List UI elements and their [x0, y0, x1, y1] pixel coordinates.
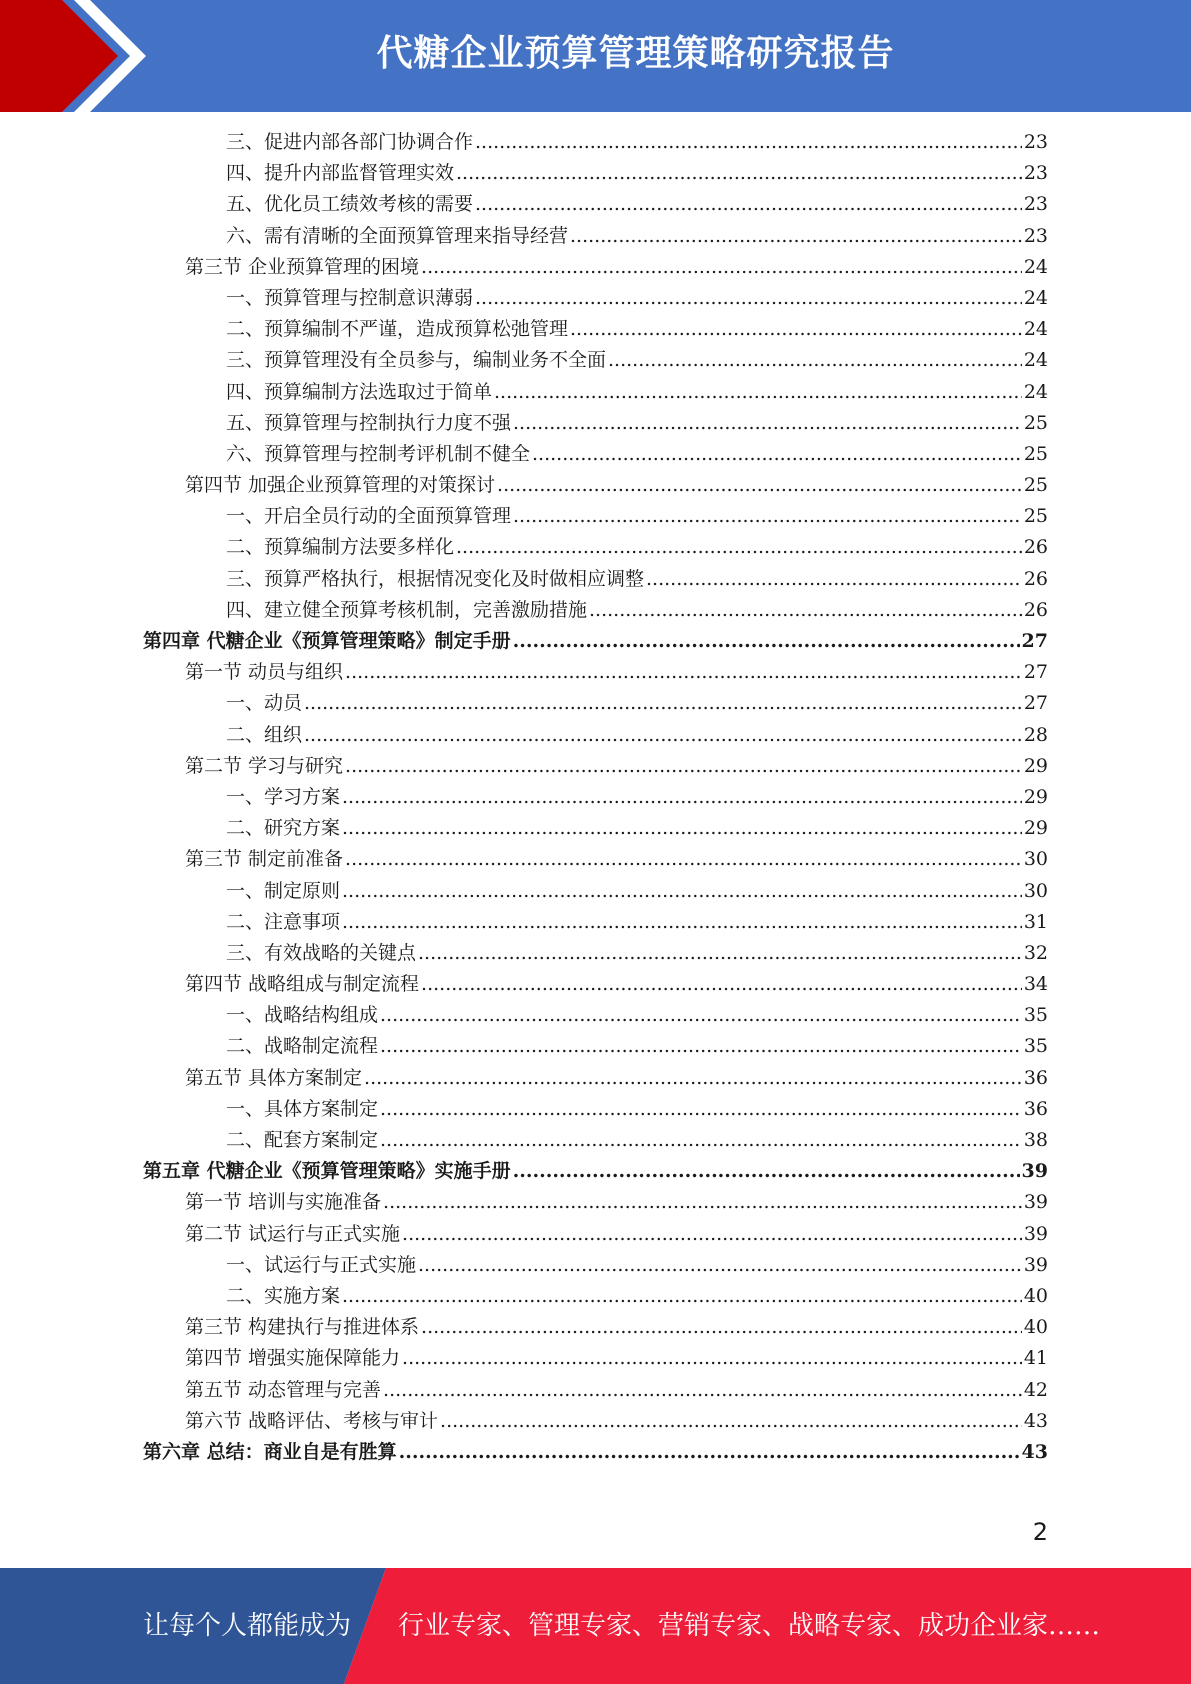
toc-subsection-entry[interactable]: [0, 938, 1191, 969]
toc-subsection-entry[interactable]: [0, 564, 1191, 595]
toc-entry-page: 27: [1023, 661, 1048, 684]
toc-entry-page: 30: [1023, 879, 1048, 902]
toc-subsection-entry[interactable]: [0, 595, 1191, 626]
toc-entry-title: 二、预算编制不严谨，造成预算松弛管理: [226, 318, 569, 341]
toc-entry-title: 一、试运行与正式实施: [226, 1253, 417, 1276]
toc-dot-leader: [342, 1281, 1022, 1312]
toc-entry-page: 25: [1023, 474, 1048, 497]
toc-entry-title: 二、组织: [226, 723, 303, 746]
toc-dot-leader: [342, 782, 1022, 813]
toc-entry-title: 五、优化员工绩效考核的需要: [226, 193, 474, 216]
toc-subsection-entry[interactable]: [0, 907, 1191, 938]
toc-subsection-entry[interactable]: [0, 1031, 1191, 1062]
toc-dot-leader: [342, 876, 1022, 907]
toc-subsection-entry[interactable]: [0, 1281, 1191, 1312]
toc-subsection-entry[interactable]: [0, 813, 1191, 844]
toc-dot-leader: [345, 657, 1022, 688]
toc-entry-page: 40: [1023, 1284, 1048, 1307]
toc-section-entry[interactable]: [0, 657, 1191, 688]
toc-section-entry[interactable]: [0, 1312, 1191, 1343]
toc-entry-page: 43: [1023, 1409, 1048, 1432]
toc-entry-page: 24: [1023, 380, 1048, 403]
toc-dot-leader: [456, 158, 1022, 189]
toc-entry-title: 第五节 动态管理与完善: [185, 1378, 382, 1401]
toc-entry-title: 第六章 总结：商业自是有胜算: [143, 1440, 397, 1463]
toc-entry-page: 25: [1023, 505, 1048, 528]
toc-subsection-entry[interactable]: [0, 688, 1191, 719]
toc-entry-title: 二、实施方案: [226, 1284, 341, 1307]
toc-entry-page: 24: [1023, 318, 1048, 341]
toc-subsection-entry[interactable]: [0, 439, 1191, 470]
toc-entry-page: 32: [1023, 941, 1048, 964]
toc-dot-leader: [456, 532, 1022, 563]
toc-entry-page: 41: [1023, 1347, 1048, 1370]
toc-chapter-entry[interactable]: [0, 1156, 1191, 1187]
toc-dot-leader: [304, 688, 1022, 719]
toc-dot-leader: [513, 501, 1022, 532]
toc-entry-page: 26: [1023, 567, 1048, 590]
toc-dot-leader: [570, 221, 1022, 252]
toc-entry-page: 23: [1023, 193, 1048, 216]
toc-entry-title: 第三节 制定前准备: [185, 848, 344, 871]
toc-dot-leader: [383, 1187, 1022, 1218]
toc-section-entry[interactable]: [0, 1187, 1191, 1218]
toc-dot-leader: [380, 1125, 1022, 1156]
toc-subsection-entry[interactable]: [0, 720, 1191, 751]
toc-entry-page: 23: [1023, 131, 1048, 153]
toc-entry-title: 一、制定原则: [226, 879, 341, 902]
toc-entry-title: 第二节 学习与研究: [185, 754, 344, 777]
toc-entry-title: 第四章 代糖企业《预算管理策略》制定手册: [143, 630, 511, 652]
toc-dot-leader: [345, 751, 1022, 782]
page-footer: [0, 1568, 1191, 1684]
toc-entry-title: 第三节 企业预算管理的困境: [185, 255, 420, 278]
toc-dot-leader: [364, 1063, 1022, 1094]
toc-section-entry[interactable]: [0, 1406, 1191, 1437]
toc-dot-leader: [494, 377, 1022, 408]
toc-subsection-entry[interactable]: [0, 1094, 1191, 1125]
toc-subsection-entry[interactable]: [0, 221, 1191, 252]
toc-entry-title: 一、具体方案制定: [226, 1097, 379, 1120]
toc-entry-page: 29: [1023, 817, 1048, 840]
toc-dot-leader: [475, 189, 1022, 220]
toc-dot-leader: [418, 938, 1022, 969]
toc-entry-title: 第二节 试运行与正式实施: [185, 1222, 401, 1245]
toc-entry-page: 35: [1023, 1035, 1048, 1058]
toc-entry-title: 六、预算管理与控制考评机制不健全: [226, 442, 531, 465]
toc-entry-page: 28: [1023, 723, 1048, 746]
toc-dot-leader: [608, 345, 1022, 376]
toc-dot-leader: [513, 626, 1020, 657]
toc-subsection-entry[interactable]: [0, 1250, 1191, 1281]
toc-dot-leader: [418, 1250, 1022, 1281]
toc-entry-title: 二、研究方案: [226, 817, 341, 840]
toc-entry-title: 第一节 培训与实施准备: [185, 1191, 382, 1214]
toc-entry-title: 第五节 具体方案制定: [185, 1066, 363, 1089]
toc-dot-leader: [440, 1406, 1022, 1437]
toc-entry-page: 24: [1023, 286, 1048, 309]
toc-subsection-entry[interactable]: [0, 408, 1191, 439]
table-of-contents: [0, 127, 1191, 1468]
toc-dot-leader: [342, 907, 1022, 938]
toc-entry-title: 第五章 代糖企业《预算管理策略》实施手册: [143, 1160, 511, 1183]
toc-entry-page: 40: [1023, 1316, 1048, 1339]
toc-dot-leader: [399, 1437, 1020, 1468]
toc-subsection-entry[interactable]: [0, 1125, 1191, 1156]
toc-subsection-entry[interactable]: [0, 1000, 1191, 1031]
toc-entry-page: 43: [1021, 1440, 1048, 1463]
toc-dot-leader: [380, 1000, 1022, 1031]
toc-entry-title: 一、学习方案: [226, 785, 341, 808]
toc-subsection-entry[interactable]: [0, 189, 1191, 220]
toc-entry-page: 36: [1023, 1066, 1048, 1089]
toc-entry-page: 39: [1023, 1191, 1048, 1214]
toc-chapter-entry[interactable]: [0, 1437, 1191, 1468]
toc-dot-leader: [589, 595, 1022, 626]
toc-entry-title: 三、预算管理没有全员参与，编制业务不全面: [226, 349, 607, 372]
footer-slogan-right: 行业专家、管理专家、营销专家、战略专家、成功企业家……: [398, 1611, 1101, 1641]
toc-entry-title: 二、注意事项: [226, 910, 341, 933]
toc-dot-leader: [513, 408, 1022, 439]
toc-entry-title: 一、开启全员行动的全面预算管理: [226, 505, 512, 528]
toc-entry-page: 26: [1023, 598, 1048, 621]
toc-entry-page: 24: [1023, 255, 1048, 278]
toc-section-entry[interactable]: [0, 844, 1191, 875]
toc-dot-leader: [380, 1094, 1022, 1125]
toc-entry-page: 23: [1023, 162, 1048, 185]
toc-entry-title: 四、提升内部监督管理实效: [226, 162, 455, 185]
toc-entry-title: 第六节 战略评估、考核与审计: [185, 1409, 439, 1432]
page-number: 2: [1032, 1518, 1048, 1546]
toc-subsection-entry[interactable]: [0, 314, 1191, 345]
toc-entry-title: 第四节 战略组成与制定流程: [185, 973, 420, 996]
toc-subsection-entry[interactable]: [0, 501, 1191, 532]
toc-dot-leader: [304, 720, 1022, 751]
toc-entry-title: 二、预算编制方法要多样化: [226, 536, 455, 559]
toc-entry-page: 25: [1023, 442, 1048, 465]
toc-entry-page: 30: [1023, 848, 1048, 871]
toc-subsection-entry[interactable]: [0, 158, 1191, 189]
toc-subsection-entry[interactable]: [0, 345, 1191, 376]
toc-entry-page: 39: [1021, 1160, 1048, 1183]
document-title: 代糖企业预算管理策略研究报告: [376, 33, 895, 74]
toc-entry-page: 29: [1023, 785, 1048, 808]
toc-entry-page: 39: [1023, 1253, 1048, 1276]
toc-subsection-entry[interactable]: [0, 377, 1191, 408]
toc-dot-leader: [383, 1375, 1022, 1406]
toc-entry-page: 25: [1023, 411, 1048, 434]
toc-entry-page: 29: [1023, 754, 1048, 777]
toc-section-entry[interactable]: [0, 470, 1191, 501]
toc-subsection-entry[interactable]: [0, 876, 1191, 907]
toc-dot-leader: [421, 969, 1022, 1000]
toc-entry-page: 27: [1023, 692, 1048, 715]
toc-subsection-entry[interactable]: [0, 283, 1191, 314]
toc-dot-leader: [570, 314, 1022, 345]
toc-entry-page: 36: [1023, 1097, 1048, 1120]
toc-dot-leader: [513, 1156, 1020, 1187]
toc-dot-leader: [646, 564, 1022, 595]
toc-section-entry[interactable]: [0, 1219, 1191, 1250]
toc-entry-title: 二、配套方案制定: [226, 1129, 379, 1151]
toc-entry-page: 27: [1021, 630, 1048, 652]
toc-subsection-entry[interactable]: [0, 532, 1191, 563]
toc-dot-leader: [421, 1312, 1022, 1343]
toc-entry-title: 六、需有清晰的全面预算管理来指导经营: [226, 224, 569, 247]
toc-dot-leader: [421, 252, 1022, 283]
toc-dot-leader: [532, 439, 1022, 470]
toc-entry-page: 24: [1023, 349, 1048, 372]
toc-entry-title: 第三节 构建执行与推进体系: [185, 1316, 420, 1339]
toc-entry-title: 二、战略制定流程: [226, 1035, 379, 1058]
toc-entry-title: 五、预算管理与控制执行力度不强: [226, 411, 512, 434]
toc-dot-leader: [345, 844, 1022, 875]
toc-entry-title: 三、有效战略的关键点: [226, 941, 417, 964]
toc-subsection-entry[interactable]: [0, 782, 1191, 813]
toc-dot-leader: [475, 283, 1022, 314]
toc-dot-leader: [342, 813, 1022, 844]
toc-dot-leader: [402, 1343, 1022, 1374]
footer-slogan-left: 让每个人都能成为: [143, 1611, 352, 1641]
toc-section-entry[interactable]: [0, 1063, 1191, 1094]
toc-entry-title: 一、预算管理与控制意识薄弱: [226, 286, 474, 309]
toc-entry-page: 31: [1023, 910, 1048, 933]
toc-entry-title: 第四节 加强企业预算管理的对策探讨: [185, 474, 496, 497]
toc-entry-page: 34: [1023, 973, 1048, 996]
toc-entry-title: 一、战略结构组成: [226, 1004, 379, 1027]
page-header: [0, 0, 1191, 112]
toc-dot-leader: [402, 1219, 1022, 1250]
toc-entry-title: 四、建立健全预算考核机制，完善激励措施: [226, 598, 588, 621]
toc-section-entry[interactable]: [0, 1343, 1191, 1374]
toc-entry-title: 第一节 动员与组织: [185, 661, 344, 684]
toc-entry-page: 23: [1023, 224, 1048, 247]
toc-entry-title: 三、预算严格执行，根据情况变化及时做相应调整: [226, 567, 645, 590]
toc-entry-page: 39: [1023, 1222, 1048, 1245]
toc-section-entry[interactable]: [0, 751, 1191, 782]
toc-chapter-entry[interactable]: [0, 626, 1191, 657]
toc-subsection-entry[interactable]: [0, 127, 1191, 158]
toc-section-entry[interactable]: [0, 969, 1191, 1000]
toc-dot-leader: [497, 470, 1022, 501]
toc-entry-title: 第四节 增强实施保障能力: [185, 1347, 401, 1370]
toc-entry-title: 一、动员: [226, 692, 303, 715]
toc-entry-page: 26: [1023, 536, 1048, 559]
toc-dot-leader: [475, 127, 1022, 158]
toc-section-entry[interactable]: [0, 252, 1191, 283]
toc-entry-title: 四、预算编制方法选取过于简单: [226, 380, 493, 403]
toc-entry-page: 38: [1023, 1129, 1048, 1151]
toc-dot-leader: [380, 1031, 1022, 1062]
toc-entry-page: 35: [1023, 1004, 1048, 1027]
toc-section-entry[interactable]: [0, 1375, 1191, 1406]
toc-entry-title: 三、促进内部各部门协调合作: [226, 131, 474, 153]
toc-entry-page: 42: [1023, 1378, 1048, 1401]
